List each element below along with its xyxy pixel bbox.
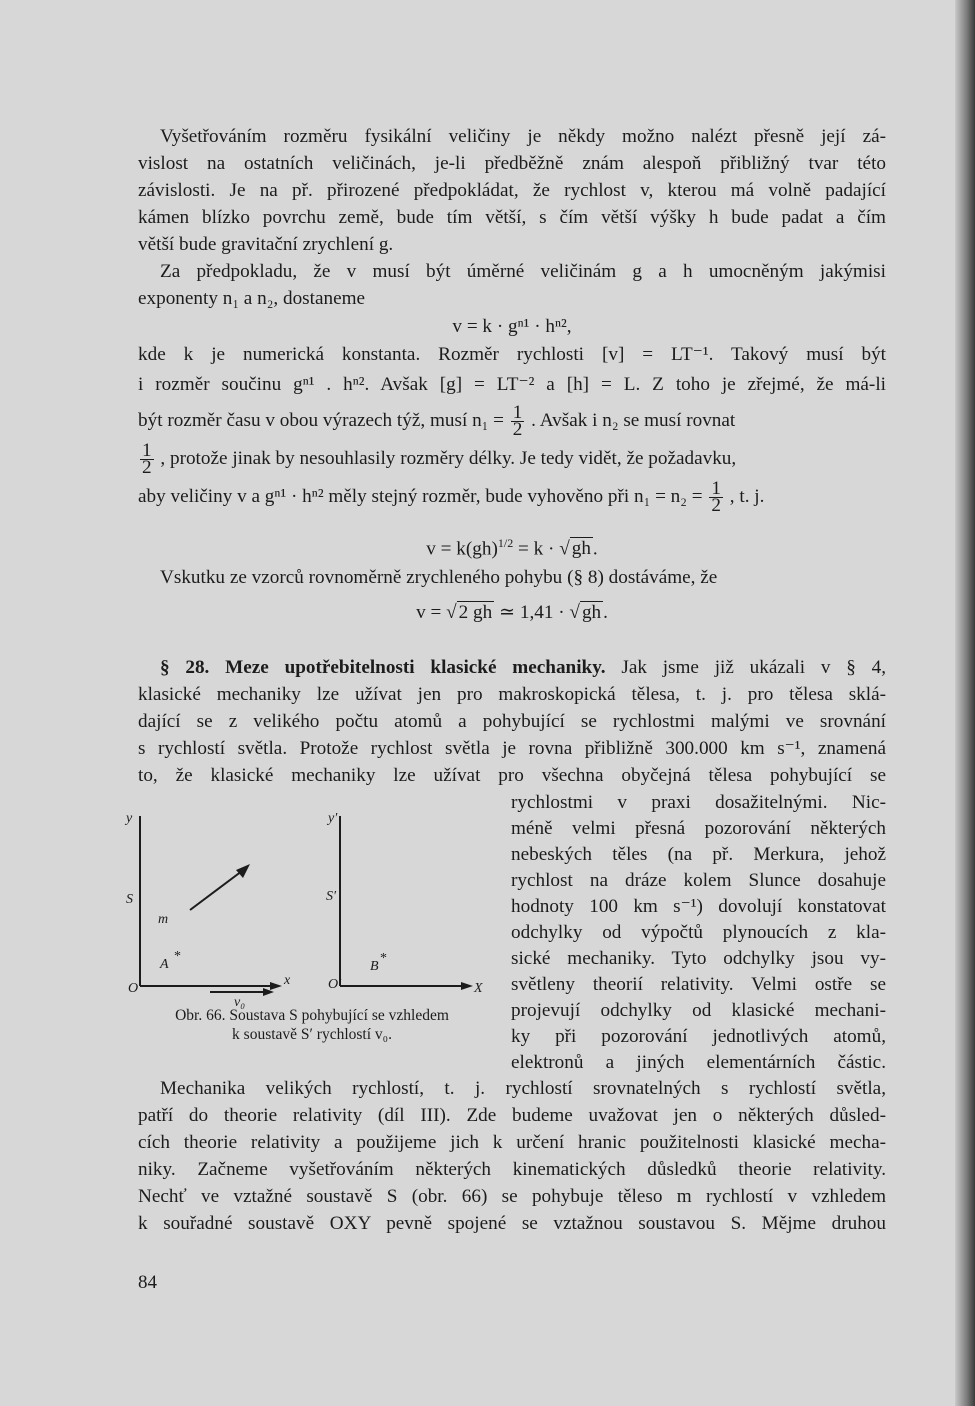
label-O: O: [128, 981, 139, 996]
text-line: Vskutku ze vzorců rovnoměrně zrychleného pohybu (§ 8) dostáváme, že: [160, 567, 718, 588]
text-segment: aby veličiny v a gⁿ¹ · hⁿ² měly stejný rozměr, bude vyhověno při n₁ = n₂ =: [138, 486, 703, 507]
text-line: cích theorie relativity a použijeme jich k určení hranic použitelnosti klasické mecha-: [138, 1132, 886, 1153]
text-line: závislosti. Je na př. přirozené předpokládat, že rychlost v, kterou má volně padající: [138, 180, 886, 201]
text-line: klasické mechaniky lze užívat jen pro makroskopická tělesa, t. j. pro tělesa sklá-: [138, 684, 886, 705]
point-B-star: *: [380, 951, 387, 966]
text-line: vislost na ostatních veličinách, je-li předběžně znám alespoň přibližný tvar této: [138, 153, 886, 174]
text-segment: , protože jinak by nesouhlasily rozměry délky. Je tedy vidět, že požadavku,: [160, 448, 737, 469]
x-axis-arrowhead: [270, 982, 282, 990]
text-line: [138, 402, 886, 441]
text-line: projevují odchylky od klasické mechani-: [511, 1000, 886, 1021]
text-line: Mechanika velikých rychlostí, t. j. rychlostí srovnatelných s rychlostí světla,: [160, 1078, 886, 1099]
text-line: Nechť ve vztažné soustavě S (obr. 66) se pohybuje těleso m rychlostí v vzhledem: [138, 1186, 886, 1207]
point-A-star: *: [174, 949, 181, 964]
text-line: Za předpokladu, že v musí být úměrné veličinám g a h umocněným jakýmisi: [160, 261, 886, 282]
text-line: hodnoty 100 km s⁻¹) dovolují konstatovat: [511, 896, 886, 917]
label-X: X: [474, 981, 483, 996]
text-segment: . Avšak i n₂ se musí rovnat: [531, 410, 736, 431]
text-line: sické mechaniky. Tyto odchylky jsou vy-: [511, 948, 886, 969]
fraction-one-half: $\frac{1}{2}$: [142, 440, 152, 479]
text-segment: být rozměr času v obou výrazech týž, musí n₁ =: [138, 410, 504, 431]
label-S: S: [126, 892, 133, 907]
fraction-one-half: $\frac{1}{2}$: [711, 478, 721, 517]
text-line: [138, 478, 886, 517]
text-line: kámen blízko povrchu země, bude tím větší, s čím větší výšky h bude padat a čím: [138, 207, 886, 228]
text-line: [138, 440, 886, 479]
text-line: patří do theorie relativity (díl III). Zde budeme uvažovat jen o některých důsled-: [138, 1105, 886, 1126]
equation-1: v = k · gⁿ¹ · hⁿ²,: [452, 316, 572, 337]
text-line: niky. Začneme vyšetřováním některých kinematických důsledků theorie relativity.: [138, 1159, 886, 1180]
text-line: odchylky od výpočtů plynoucích z kla-: [511, 922, 886, 943]
text-line: ky při pozorování jednotlivých atomů,: [511, 1026, 886, 1047]
text-line: Vyšetřováním rozměru fysikální veličiny je někdy možno nalézt přesně její zá-: [160, 126, 886, 147]
label-x: x: [284, 973, 291, 988]
velocity-arrow-line: [190, 868, 246, 910]
page-number: 84: [138, 1272, 157, 1293]
label-B: B: [370, 959, 379, 974]
text-line: elektronů a jiných elementárních částic.: [511, 1052, 886, 1073]
section-28-heading-line: § 28. Meze upotřebitelnosti klasické mechaniky. Jak jsme již ukázali v § 4,: [160, 657, 886, 678]
label-S-prime: S′: [326, 889, 337, 904]
text-line: nebeských těles (na př. Merkura, jehož: [511, 844, 886, 865]
text-line: dající se z velikého počtu atomů a pohybující se rychlostmi malými ve srovnání: [138, 711, 886, 732]
label-v0: v₀: [234, 995, 246, 1010]
text-line: rychlost na dráze kolem Slunce dosahuje: [511, 870, 886, 891]
section-title: § 28. Meze upotřebitelnosti klasické mechaniky.: [160, 657, 606, 678]
text-segment: , t. j.: [729, 486, 765, 507]
text-line: exponenty n₁ a n₂, dostaneme: [138, 288, 366, 309]
equation-3: v = √ 2 gh ≃ 1,41 · √ gh .: [416, 602, 608, 623]
book-spine-shadow: [955, 0, 975, 1406]
fraction-one-half: $\frac{1}{2}$: [512, 402, 523, 441]
text-line: světleny theorií relativity. Velmi ostře se: [511, 974, 886, 995]
text-line: i rozměr součinu gⁿ¹ . hⁿ². Avšak [g] = LT⁻² a [h] = L. Z toho je zřejmé, že má-li: [138, 374, 886, 395]
figure-caption: Obr. 66. Soustava S pohybující se vzhledem k soustavě S′ rychlostí v₀.: [175, 1007, 449, 1043]
equation-2: v = k(gh)$^{1/2}$ = k · √ gh .: [426, 536, 598, 560]
text-line: rychlostmi v praxi dosažitelnými. Nic-: [511, 792, 886, 813]
text-line: k souřadné soustavě OXY pevně spojené se vztažnou soustavou S. Mějme druhou: [138, 1213, 886, 1234]
label-O-prime: O′: [328, 977, 342, 992]
velocity-arrowhead: [236, 864, 250, 878]
text-line: kde k je numerická konstanta. Rozměr rychlosti [v] = LT⁻¹. Takový musí být: [138, 344, 886, 365]
text-line: méně velmi přesná pozorování některých: [511, 818, 886, 839]
text-line: to, že klasické mechaniky lze užívat pro všechna obyčejná tělesa pohybující se: [138, 765, 886, 786]
label-A: A: [160, 957, 169, 972]
label-y-prime: y′: [328, 811, 338, 826]
text-line: větší bude gravitační zrychlení g.: [138, 234, 394, 255]
text-line: s rychlostí světla. Protože rychlost světla je rovna přibližně 300.000 km s⁻¹, znamená: [138, 738, 886, 759]
x-prime-axis-arrowhead: [461, 982, 473, 990]
label-m: m: [158, 912, 169, 927]
label-y: y: [126, 811, 133, 826]
